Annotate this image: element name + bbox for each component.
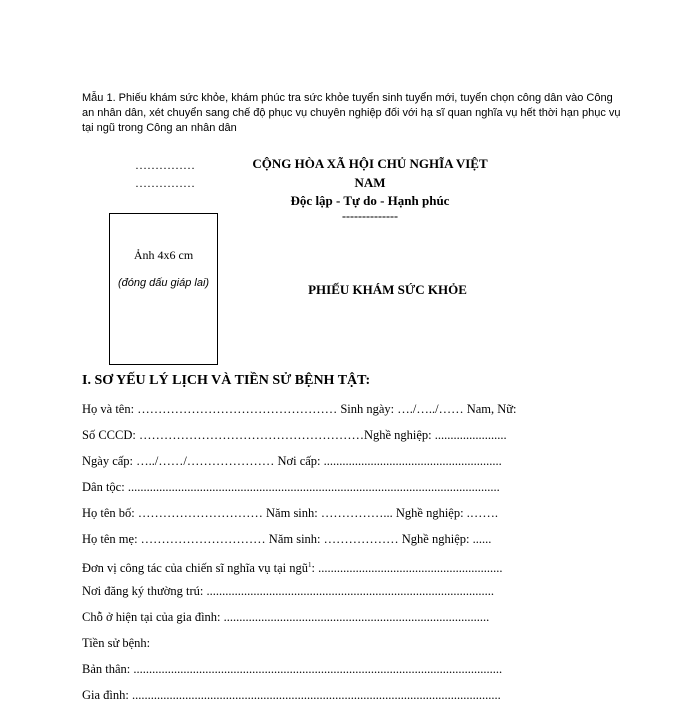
photo-stamp-note: (đóng dấu giáp lai) [117, 277, 210, 289]
field-unit [82, 556, 552, 582]
field-ethnicity: Dân tộc: ....................................................................................................................... [82, 480, 500, 494]
field-issue-date: Ngày cấp: …../……/………………… Nơi cấp: ......................................................... [82, 454, 502, 468]
field-mother: Họ tên mẹ: ………………………… Năm sinh: ……………… Nghề nghiệp: ...... [82, 532, 492, 546]
unit-label: Đơn vị công tác của chiến sĩ nghĩa vụ tại ngũ [82, 561, 308, 576]
form-caption: Mẫu 1. Phiếu khám sức khỏe, khám phúc tra sức khỏe tuyển sinh tuyển mới, tuyển chọn công dân vào Công an nhân dân, xét chuyển sang chế độ phục vụ chuyên nghiệp đối với hạ sĩ quan nghĩa vụ hết thời hạn phục vụ tại ngũ trong Công an nhân dân [82, 92, 621, 134]
unit-dots: : ........................................................... [311, 561, 503, 576]
section-1-fields [82, 400, 552, 712]
photo-size-label: Ảnh 4x6 cm [133, 248, 194, 262]
agency-line-1: …………… [135, 158, 195, 172]
issuing-agency-placeholder [135, 156, 195, 192]
field-current-address: Chỗ ở hiện tại của gia đình: ..................................................................................... [82, 610, 490, 624]
footnote-mark: 1 [308, 561, 312, 569]
field-full-name: Họ và tên: ………………………………………… Sinh ngày: …./…../…… Nam, Nữ: [82, 402, 517, 416]
section-1-title: I. SƠ YẾU LÝ LỊCH VÀ TIỀN SỬ BỆNH TẬT: [82, 373, 371, 388]
national-motto: Độc lập - Tự do - Hạnh phúc [290, 193, 450, 208]
field-father: Họ tên bố: ………………………… Năm sinh: ……………... Nghề nghiệp: .……. [82, 506, 498, 520]
national-header [240, 154, 500, 222]
field-medical-history-heading: Tiền sử bệnh: [82, 636, 151, 650]
field-history-family: Gia đình: ...................................................................................................................... [82, 688, 501, 702]
agency-line-2: …………… [135, 176, 195, 190]
photo-box [109, 213, 218, 365]
field-id-number: Số CCCD: ………………………………………………Nghề nghiệp: ....................... [82, 428, 507, 442]
nation-name: CỘNG HÒA XÃ HỘI CHỦ NGHĨA VIỆT NAM [252, 156, 488, 190]
form-title: PHIẾU KHÁM SỨC KHỎE [308, 282, 467, 297]
field-history-self: Bản thân: ...................................................................................................................... [82, 662, 503, 676]
field-permanent-address: Nơi đăng ký thường trú: ............................................................................................ [82, 584, 494, 598]
header-separator: -------------- [342, 209, 398, 223]
